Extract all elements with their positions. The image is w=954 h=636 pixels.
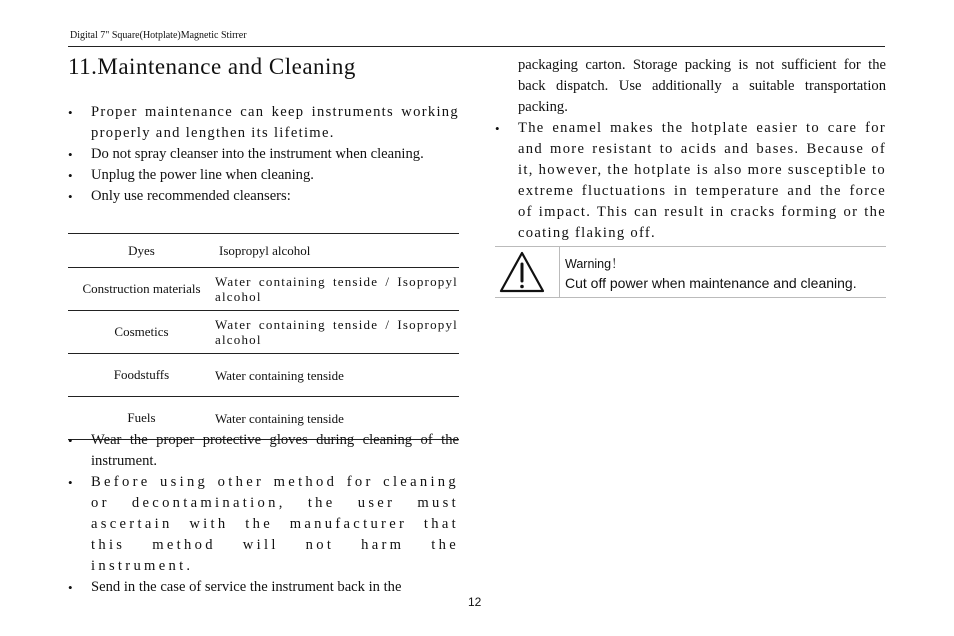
table-row [68,268,459,311]
list-item: • Send in the case of service the instrument back in the [68,577,459,598]
table-row [68,234,459,268]
list-item: • Do not spray cleanser into the instrument when cleaning. [68,144,459,165]
left-column [68,102,459,207]
left-column-bottom [68,430,459,598]
bullet-list-bottom [68,430,459,598]
bullet-list-right [495,118,886,244]
running-header: Digital 7" Square(Hotplate)Magnetic Stirrer [70,30,247,41]
table-cell-item: Construction materials [68,268,215,311]
header-rule [68,46,885,47]
list-item: • Only use recommended cleansers: [68,186,459,207]
table-cell-cleanser: Water containing tenside / Isopropyl alcohol [215,311,459,354]
list-item: • Before using other method for cleaning or decontamination, the user must ascertain with the manufacturer that this method will not harm the instrument. [68,472,459,577]
warning-icon-cell [495,247,560,297]
warning-box [495,246,886,298]
list-item: • The enamel makes the hotplate easier to care for and more resistant to acids and bases. Because of it, however, the hotplate is also more susceptible to extreme fluctuations in temperature and the force of impact. This can result in cracks forming or the coating flaking off. [495,118,886,244]
table-cell-item: Fuels [68,397,215,440]
warning-title: Warning！ [565,257,624,271]
list-item: • Wear the proper protective gloves during cleaning of the instrument. [68,430,459,472]
table-row [68,354,459,397]
warning-triangle-icon [495,247,559,297]
cleansers-table [68,233,459,440]
section-title: 11.Maintenance and Cleaning [68,54,356,79]
table-row [68,311,459,354]
list-item: • Unplug the power line when cleaning. [68,165,459,186]
continued-paragraph: packaging carton. Storage packing is not sufficient for the back dispatch. Use additionally a suitable transportation packing. [518,57,886,115]
table-cell-item: Dyes [68,234,215,268]
table-cell-cleanser: Isopropyl alcohol [215,234,459,268]
page-number: 12 [468,595,482,609]
warning-text: Cut off power when maintenance and cleaning. [565,275,857,291]
table-cell-cleanser: Water containing tenside [215,354,459,397]
list-item: • Proper maintenance can keep instruments working properly and lengthen its lifetime. [68,102,459,144]
bullet-list-top [68,102,459,207]
table-cell-cleanser: Water containing tenside / Isopropyl alcohol [215,268,459,311]
table-cell-cleanser: Water containing tenside [215,397,459,440]
right-column [495,55,886,244]
table-cell-item: Cosmetics [68,311,215,354]
table-cell-item: Foodstuffs [68,354,215,397]
